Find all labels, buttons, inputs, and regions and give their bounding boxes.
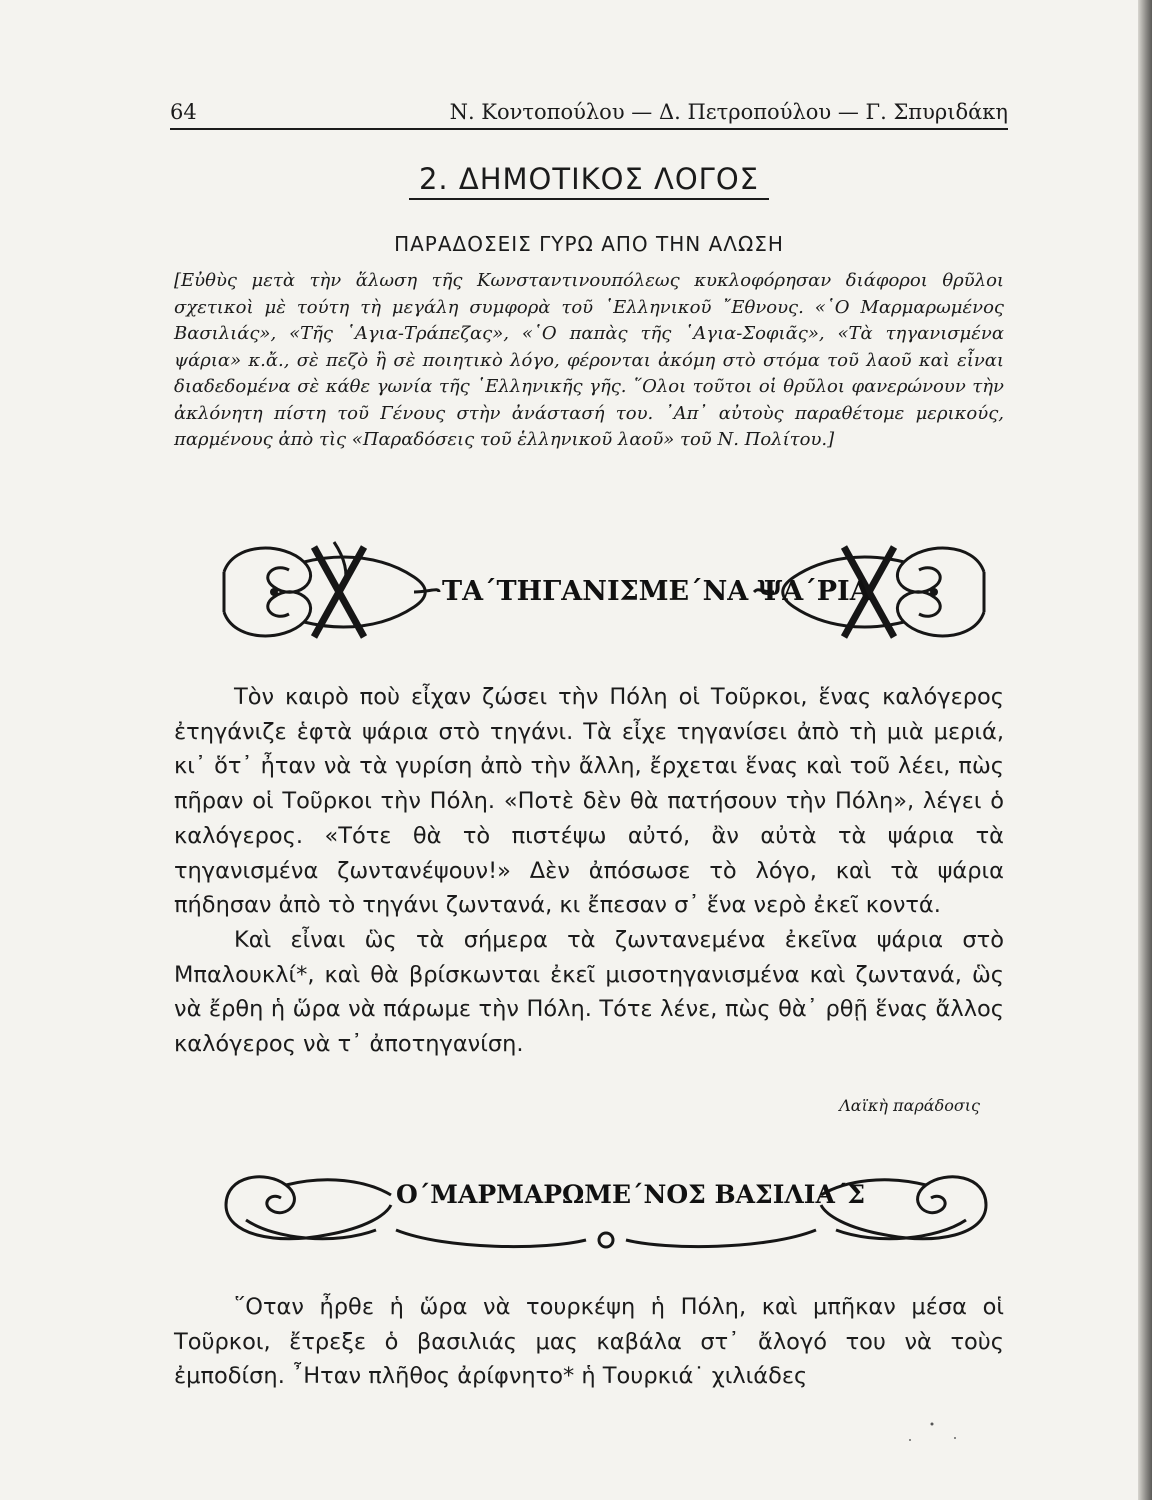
banner-marble-king [216, 1160, 996, 1260]
story1-text [174, 680, 1004, 1062]
page-number: 64 [170, 100, 197, 124]
story1-paragraph-2: Καὶ εἶναι ὣς τὰ σήμερα τὰ ζωντανεμένα ἐκεῖνα ψάρια στὸ Μπαλουκλί*, καὶ θὰ βρίσκωνται ἐκεῖ μισοτηγανισμένα καὶ ζωντανά, ὣς νὰ ἔρθη ἡ ὥρα νὰ πάρωμε τὴν Πόλη. Τότε λένε, πὼς θὰ᾿ ρθῇ ἕνας ἄλλος καλόγερος νὰ τ᾿ ἀποτηγανίση. [174, 926, 1004, 1058]
running-header [170, 100, 1008, 130]
section-title [170, 162, 1008, 196]
ornament-vine-scrolls [216, 1160, 996, 1260]
page-edge-shadow [1138, 0, 1152, 1500]
section-title-text: 2. ΔΗΜΟΤΙΚΟΣ ΛΟΓΟΣ [409, 162, 769, 200]
intro-note: [Εὐθὺς μετὰ τὴν ἅλωση τῆς Κωνσταντινουπόλεως κυκλοφόρησαν διάφοροι θρῦλοι σχετικοὶ μὲ τούτη τὴ μεγάλη συμφορὰ τοῦ ῾Ελληνικοῦ ῎Εθνους. «῾Ο Μαρμαρωμένος Βασιλιάς», «Τῆς ῾Αγια-Τράπεζας», «῾Ο παπὰς τῆς ῾Αγια-Σοφιᾶς», «Τὰ τηγανισμένα ψάρια» κ.ἄ., σὲ πεζὸ ἢ σὲ ποιητικὸ λόγο, φέρονται ἀκόμη στὸ στόμα τοῦ λαοῦ καὶ εἶναι διαδεδομένα σὲ κάθε γωνία τῆς ῾Ελληνικῆς γῆς. ῞Ολοι τοῦτοι οἱ θρῦλοι φανερώνουν τὴν ἀκλόνητη πίστη τοῦ Γένους στὴν ἀνάστασή του. ᾿Απ᾿ αὐτοὺς παραθέτομε μερικούς, παρμένους ἀπὸ τὶς «Παραδόσεις τοῦ ἑλληνικοῦ λαοῦ» τοῦ Ν. Πολίτου.] [174, 270, 1004, 450]
story1-source: Λαϊκὴ παράδοσις [839, 1096, 980, 1115]
story2-text [174, 1290, 1004, 1394]
section-subtitle: ΠΑΡΑΔΟΣΕΙΣ ΓΥΡΩ ΑΠΟ ΤΗΝ ΑΛΩΣΗ [394, 232, 784, 256]
story1-paragraph-1: Τὸν καιρὸ ποὺ εἶχαν ζώσει τὴν Πόλη οἱ Τοῦρκοι, ἕνας καλόγερος ἐτηγάνιζε ἑφτὰ ψάρια στὸ τηγάνι. Τὰ εἶχε τηγανίσει ἀπὸ τὴ μιὰ μεριά, κι᾿ ὅτ᾿ ἦταν νὰ τὰ γυρίση ἀπὸ τὴν ἄλλη, ἔρχεται ἕνας καὶ τοῦ λέει, πὼς πῆραν οἱ Τοῦρκοι τὴν Πόλη. «Ποτὲ δὲν θὰ πατήσουν τὴν Πόλη», λέγει ὁ καλόγερος. «Τότε θὰ τὸ πιστέψω αὐτό, ἂν αὐτὰ τὰ ψάρια τὰ τηγανισμένα ζωντανέψουν!» Δὲν ἀπόσωσε τὸ λόγο, καὶ τὰ ψάρια πήδησαν ἀπὸ τὸ τηγάνι ζωντανά, κι ἔπεσαν σ᾿ ἕνα νερὸ ἐκεῖ κοντά. [174, 684, 1004, 919]
print-specks [900, 1410, 990, 1450]
banner-fried-fish-title: ΤΑ΄ΤΗΓΑΝΙΣΜΕ΄ΝΑ ΨΑ΄ΡΙΑ [442, 576, 871, 607]
header-authors: Ν. Κοντοπούλου — Δ. Πετροπούλου — Γ. Σπυριδάκη [449, 100, 1008, 124]
story2-paragraph-1: ῞Οταν ἦρθε ἡ ὥρα νὰ τουρκέψη ἡ Πόλη, καὶ μπῆκαν μέσα οἱ Τοῦρκοι, ἔτρεξε ὁ βασιλιάς μας καβάλα στ᾿ ἄλογό του νὰ τοὺς ἐμποδίση. ῏Ηταν πλῆθος ἀρίφνητο* ἡ Τουρκιά˙ χιλιάδες [174, 1294, 1004, 1390]
banner-marble-king-title: Ο΄ΜΑΡΜΑΡΩΜΕ΄ΝΟΣ ΒΑΣΙΛΙΑ΄Σ [396, 1180, 866, 1209]
banner-fried-fish [214, 532, 994, 652]
